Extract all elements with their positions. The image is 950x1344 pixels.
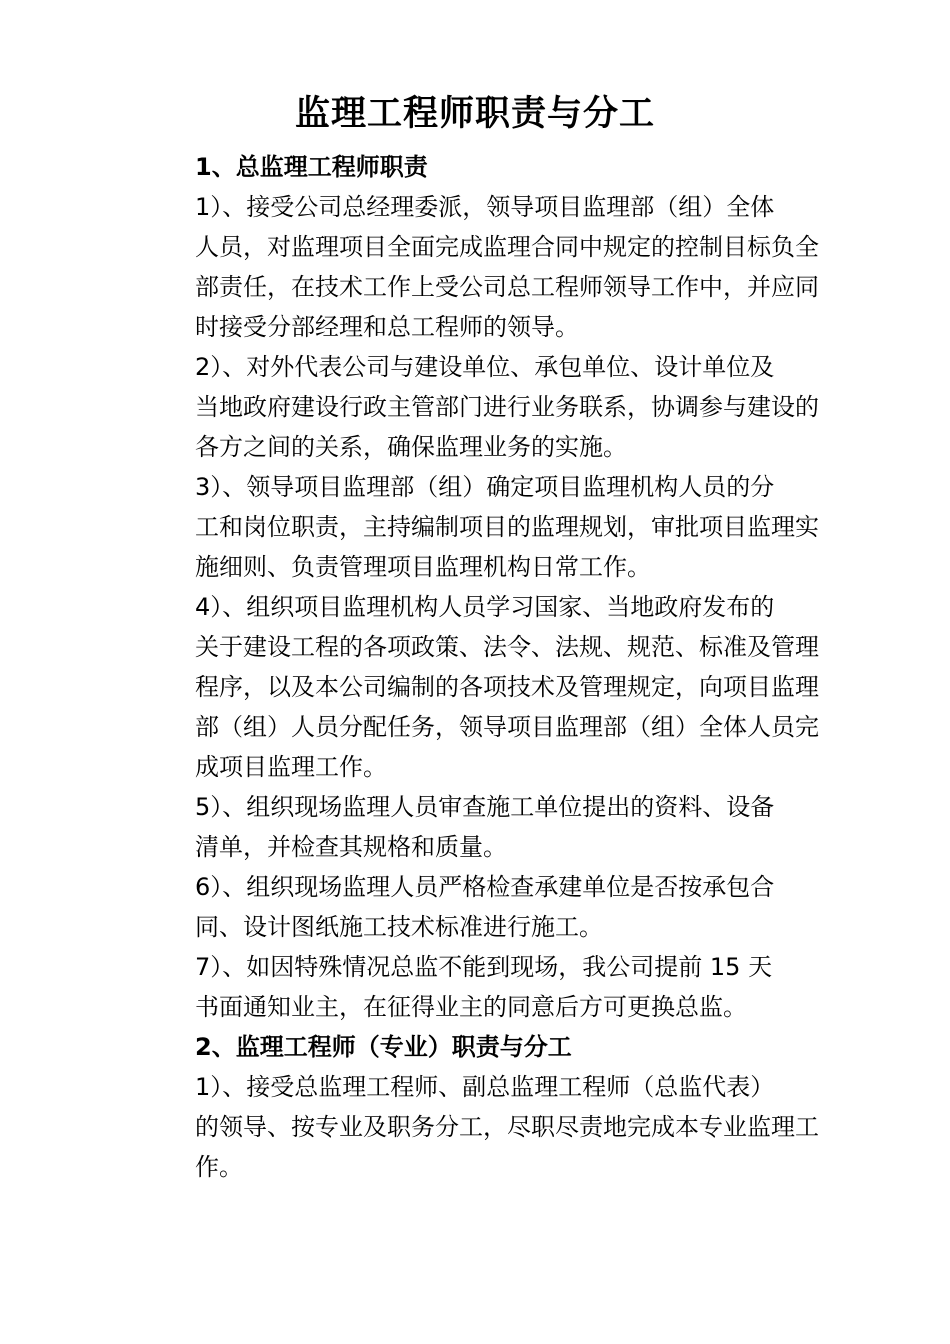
paragraph-line: 5）、组织现场监理人员审查施工单位提出的资料、设备 [195,793,775,821]
paragraph-line: 清单，并检查其规格和质量。 [195,833,507,861]
paragraph-line: 书面通知业主，在征得业主的同意后方可更换总监。 [195,993,747,1021]
paragraph-line: 1）、接受总监理工程师、副总监理工程师（总监代表） [195,1073,775,1101]
paragraph-line: 人员，对监理项目全面完成监理合同中规定的控制目标负全 [195,233,819,261]
paragraph-line: 时接受分部经理和总工程师的领导。 [195,313,579,341]
paragraph-line: 1）、接受公司总经理委派，领导项目监理部（组）全体 [195,193,775,221]
paragraph-line: 4）、组织项目监理机构人员学习国家、当地政府发布的 [195,593,775,621]
paragraph-line: 同、设计图纸施工技术标准进行施工。 [195,913,603,941]
duty-paragraph-1 [143,187,819,347]
paragraph-line: 关于建设工程的各项政策、法令、法规、规范、标准及管理 [195,633,819,661]
document-body [143,147,819,1187]
paragraph-line: 各方之间的关系，确保监理业务的实施。 [195,433,627,461]
duty-paragraph-2 [143,347,819,467]
paragraph-line: 的领导、按专业及职务分工，尽职尽责地完成本专业监理工 [195,1113,819,1141]
section-heading-chief-engineer: 1、总监理工程师职责 [195,153,428,181]
document-title: 监理工程师职责与分工 [294,94,655,134]
duty-paragraph-5 [143,787,809,867]
paragraph-line: 6）、组织现场监理人员严格检查承建单位是否按承包合 [195,873,775,901]
paragraph-line: 2）、对外代表公司与建设单位、承包单位、设计单位及 [195,353,775,381]
paragraph-line: 施细则、负责管理项目监理机构日常工作。 [195,553,651,581]
duty-paragraph-7 [143,947,809,1027]
section-heading-specialty-engineer: 2、监理工程师（专业）职责与分工 [195,1033,572,1061]
duty-paragraph-4 [143,587,819,787]
paragraph-line: 作。 [195,1153,243,1181]
paragraph-line: 7）、如因特殊情况总监不能到现场，我公司提前 15 天 [195,953,773,981]
paragraph-line: 部责任，在技术工作上受公司总工程师领导工作中，并应同 [195,273,819,301]
paragraph-line: 部（组）人员分配任务，领导项目监理部（组）全体人员完 [195,713,819,741]
paragraph-line: 当地政府建设行政主管部门进行业务联系，协调参与建设的 [195,393,819,421]
specialty-duty-paragraph-1 [143,1067,819,1187]
paragraph-line: 工和岗位职责，主持编制项目的监理规划，审批项目监理实 [195,513,819,541]
paragraph-line: 3）、领导项目监理部（组）确定项目监理机构人员的分 [195,473,775,501]
duty-paragraph-6 [143,867,809,947]
paragraph-line: 程序，以及本公司编制的各项技术及管理规定，向项目监理 [195,673,819,701]
duty-paragraph-3 [143,467,819,587]
paragraph-line: 成项目监理工作。 [195,753,387,781]
